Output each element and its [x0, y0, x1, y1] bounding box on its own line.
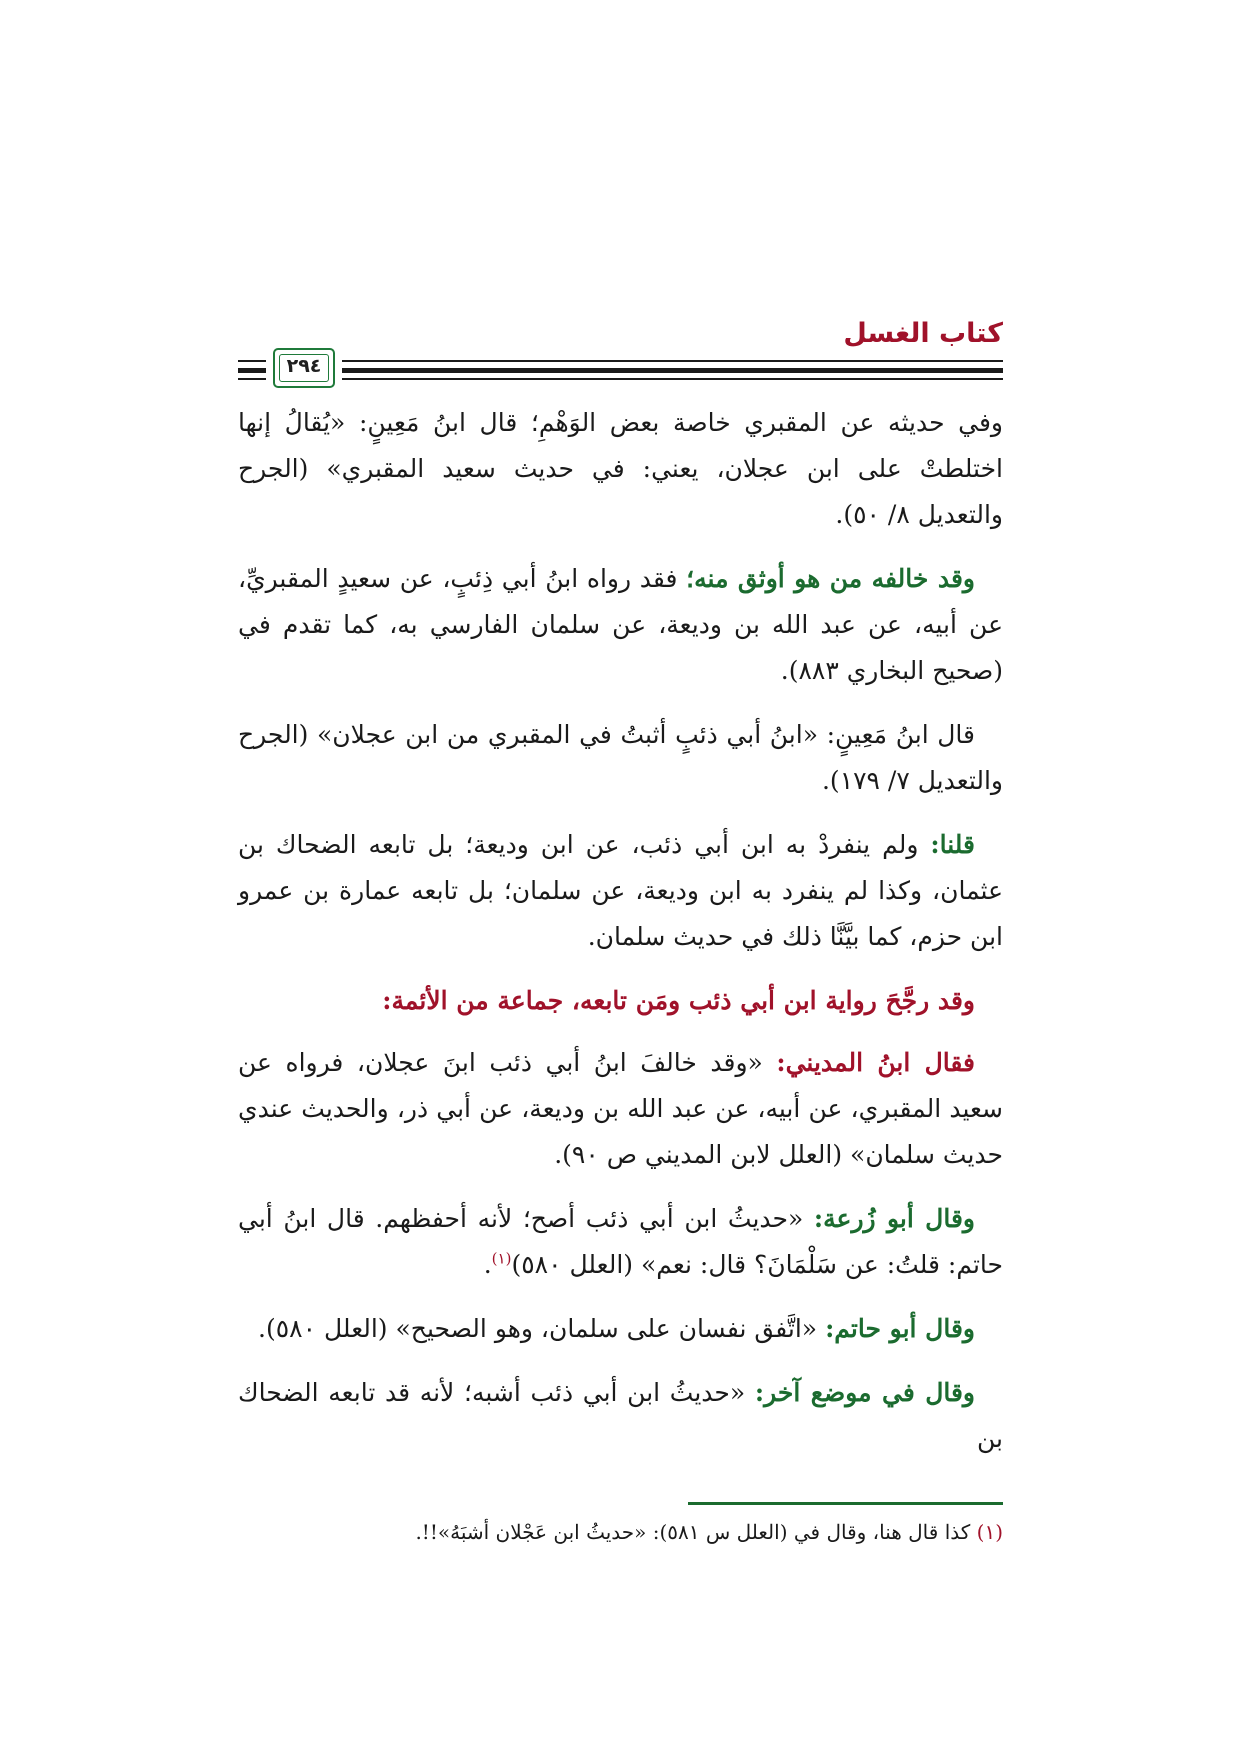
paragraph-lead: فقال ابنُ المديني: — [776, 1048, 975, 1077]
main-text — [238, 400, 1003, 1480]
paragraph-2 — [238, 556, 1003, 694]
paragraph-text: فقد رواه ابنُ أبي ذِئبٍ، عن سعيدٍ المقبريِّ، عن أبيه، عن عبد الله بن وديعة، عن سلمان الفارسي به، كما تقدم في (صحيح البخاري ٨٨٣). — [238, 564, 1003, 685]
page-number: ٢٩٤ — [286, 355, 322, 377]
paragraph-6 — [238, 1196, 1003, 1288]
paragraph-text: «حديثُ ابن أبي ذئب أشبه؛ لأنه قد تابعه الضحاك بن — [238, 1378, 1003, 1453]
paragraph-tail: . — [483, 1250, 492, 1279]
book-title: كتاب الغسل — [843, 318, 1003, 349]
paragraph-lead: وقال أبو زُرعة: — [813, 1204, 975, 1233]
paragraph-text: وفي حديثه عن المقبري خاصة بعض الوَهْمِ؛ قال ابنُ مَعِينٍ: «يُقالُ إنها اختلطتْ على ابن عجلان، يعني: في حديث سعيد المقبري» (الجرح والتعديل ٨/ ٥٠). — [238, 408, 1003, 529]
footnote-mark: (١) — [976, 1520, 1003, 1544]
paragraph-text: قال ابنُ مَعِينٍ: «ابنُ أبي ذئبٍ أثبتُ في المقبري من ابن عجلان» (الجرح والتعديل ٧/ ١٧٩). — [238, 720, 1003, 795]
paragraph-lead: وقال في موضع آخر: — [754, 1378, 976, 1407]
paragraph-text: «اتَّفق نفسان على سلمان، وهو الصحيح» (العلل ٥٨٠). — [258, 1314, 826, 1343]
section-heading: وقد رجَّحَ رواية ابن أبي ذئب ومَن تابعه، جماعة من الأئمة: — [382, 986, 975, 1015]
paragraph-8 — [238, 1370, 1003, 1462]
header-rule-thin-top — [238, 360, 1003, 362]
paragraph-4 — [238, 822, 1003, 960]
paragraph-3 — [238, 712, 1003, 804]
paragraph-1 — [238, 400, 1003, 538]
page-number-badge — [273, 348, 335, 388]
footnote-ref[interactable]: (١) — [491, 1249, 512, 1268]
paragraph-text: ولم ينفردْ به ابن أبي ذئب، عن ابن وديعة؛ بل تابعه الضحاك بن عثمان، وكذا لم ينفرد به ابن وديعة، عن سلمان؛ بل تابعه عمارة بن عمرو ابن حزم، كما بيَّنَّا ذلك في حديث سلمان. — [238, 830, 1004, 951]
paragraph-lead: وقد خالفه من هو أوثق منه؛ — [686, 564, 975, 593]
page-header — [238, 318, 1003, 388]
footnote-text: كذا قال هنا، وقال في (العلل س ٥٨١): «حديثُ ابن عَجْلان أشبَهُ»!!. — [415, 1520, 977, 1544]
footnote-1 — [238, 1515, 1003, 1549]
header-rule-thick — [238, 368, 1003, 373]
paragraph-lead: قلنا: — [930, 830, 975, 859]
paragraph-lead: وقال أبو حاتم: — [825, 1314, 975, 1343]
paragraph-5 — [238, 1040, 1003, 1178]
paragraph-7 — [238, 1306, 1003, 1352]
paragraph-text: «حديثُ ابن أبي ذئب أصح؛ لأنه أحفظهم. قال ابنُ أبي حاتم: قلتُ: عن سَلْمَانَ؟ قال: نعم» (العلل ٥٨٠) — [238, 1204, 1003, 1279]
footnote-separator — [688, 1502, 1003, 1505]
paragraph-text: «وقد خالفَ ابنُ أبي ذئب ابنَ عجلان، فرواه عن سعيد المقبري، عن أبيه، عن عبد الله بن وديعة، عن أبي ذر، والحديث عندي حديث سلمان» (العلل لابن المديني ص ٩٠). — [238, 1048, 1003, 1169]
header-rule-thin-bottom — [238, 378, 1003, 380]
